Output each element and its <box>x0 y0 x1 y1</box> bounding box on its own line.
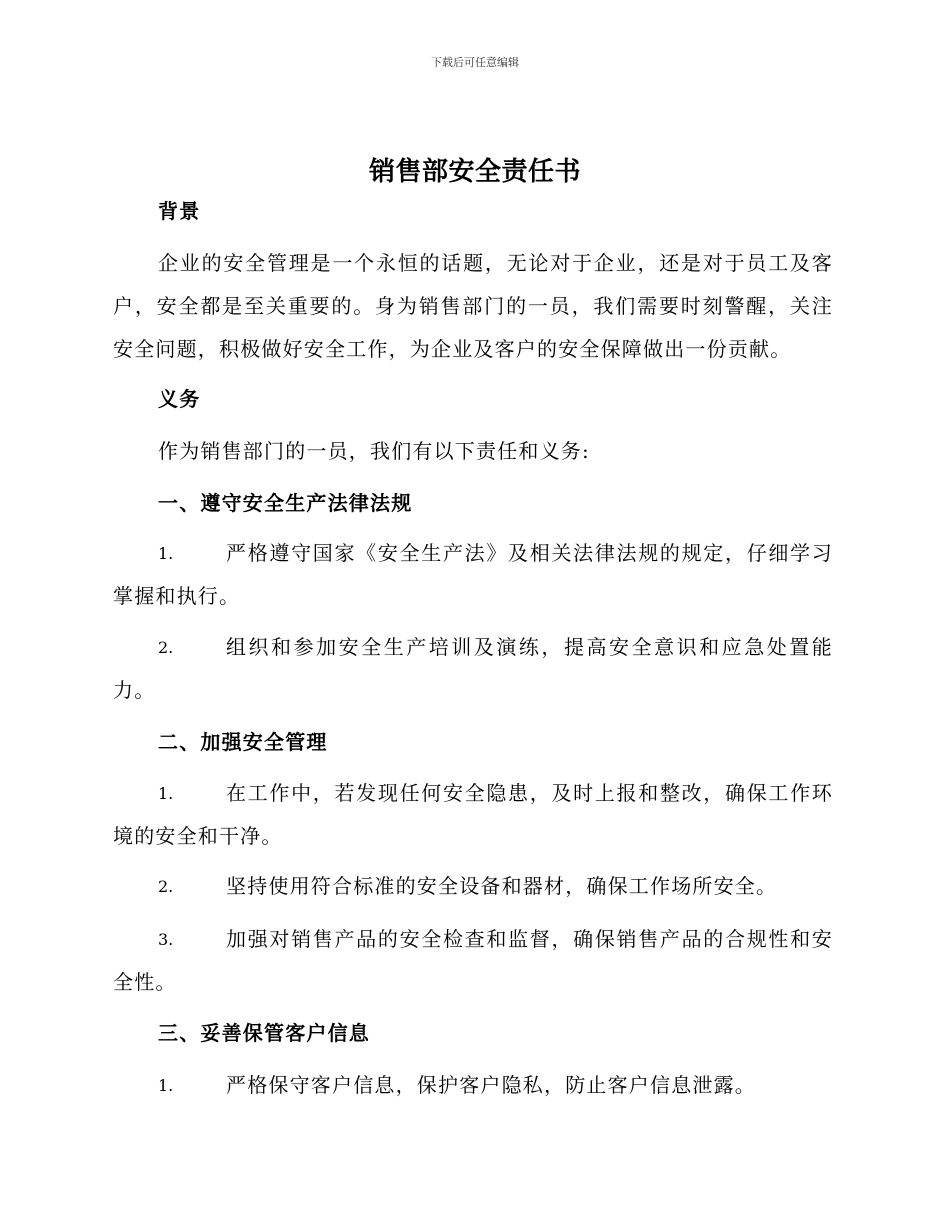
section-heading-1: 一、遵守安全生产法律法规 <box>158 491 413 515</box>
section-heading-duties: 义务 <box>158 387 201 411</box>
list-item-text: 加强对销售产品的安全检查和监督，确保销售产品的合规性和安全性。 <box>113 927 833 994</box>
list-item-number: 1. <box>158 1076 174 1095</box>
list-item <box>113 532 833 618</box>
list-item-text: 严格保守客户信息，保护客户隐私，防止客户信息泄露。 <box>226 1073 756 1097</box>
list-item-number: 2. <box>158 877 174 896</box>
header-note: 下载后可任意编辑 <box>431 56 519 69</box>
list-item-text: 在工作中，若发现任何安全隐患，及时上报和整改，确保工作环境的安全和干净。 <box>113 781 833 848</box>
list-item-number: 1. <box>158 784 174 803</box>
list-item-number: 1. <box>158 544 174 563</box>
list-item-text: 组织和参加安全生产培训及演练，提高安全意识和应急处置能力。 <box>113 635 833 702</box>
section-heading-2: 二、加强安全管理 <box>158 730 328 754</box>
list-item <box>113 918 833 1004</box>
list-item <box>113 1064 833 1107</box>
list-item-number: 3. <box>158 930 174 949</box>
list-item-text: 坚持使用符合标准的安全设备和器材，确保工作场所安全。 <box>226 874 778 898</box>
list-item <box>113 865 833 908</box>
document-title: 销售部安全责任书 <box>368 157 581 187</box>
list-item-number: 2. <box>158 638 174 657</box>
background-paragraph: 企业的安全管理是一个永恒的话题，无论对于企业，还是对于员工及客户，安全都是至关重要的。身为销售部门的一员，我们需要时刻警醒，关注安全问题，积极做好安全工作，为企业及客户的安全保障做出一份贡献。 <box>113 251 833 361</box>
list-item <box>113 626 833 712</box>
section-heading-background: 背景 <box>158 199 201 223</box>
list-item <box>113 772 833 858</box>
section-heading-3: 三、妥善保管客户信息 <box>158 1021 370 1045</box>
list-item-text: 严格遵守国家《安全生产法》及相关法律法规的规定，仔细学习掌握和执行。 <box>113 541 833 608</box>
duties-intro: 作为销售部门的一员，我们有以下责任和义务: <box>158 439 590 463</box>
